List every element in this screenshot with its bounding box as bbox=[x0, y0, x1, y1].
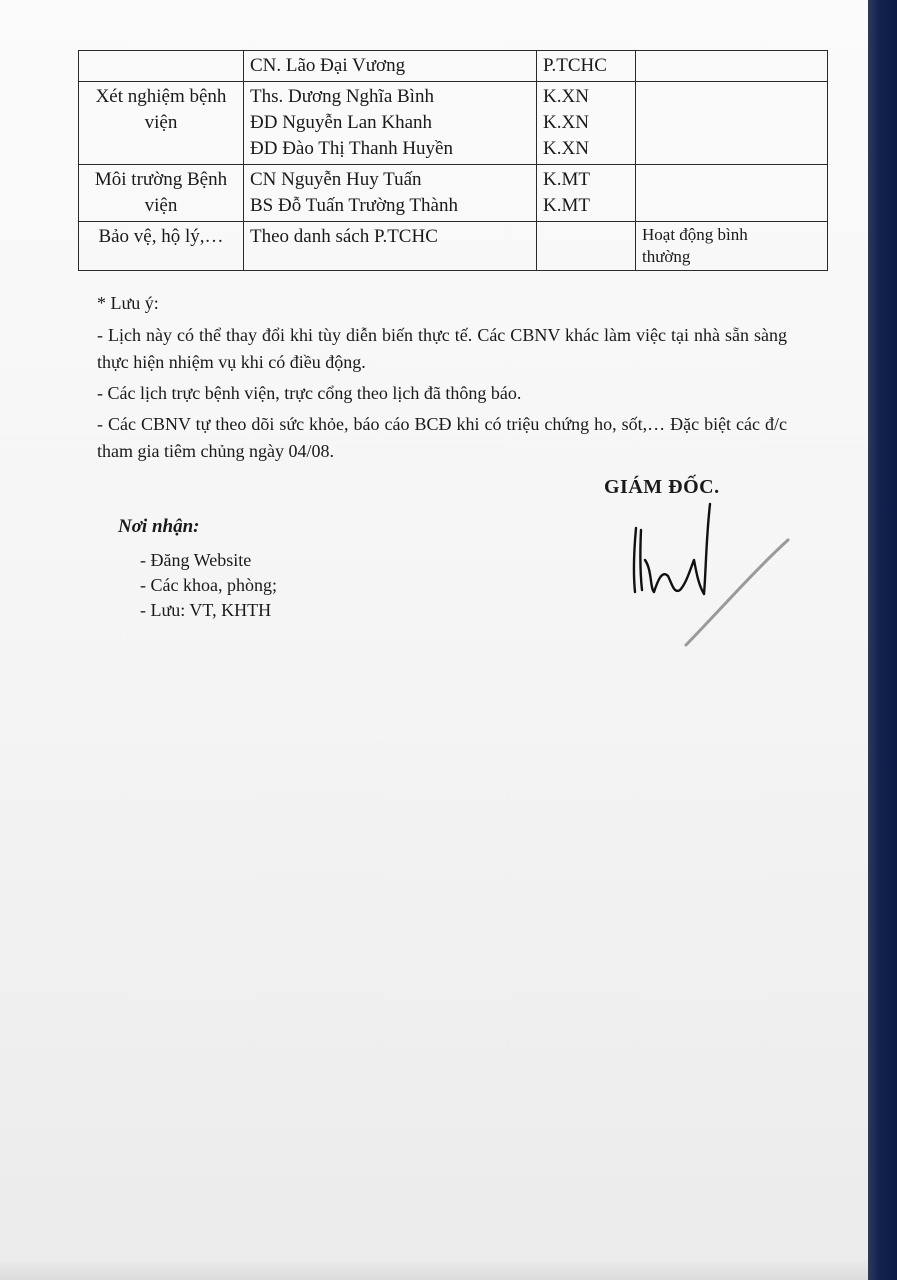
note-item: - Lịch này có thể thay đổi khi tùy diễn biến thực tế. Các CBNV khác làm việc tại nhà sẵn sàng thực hiện nhiệm vụ khi có điều động. bbox=[97, 325, 787, 372]
staff-cell bbox=[244, 165, 537, 222]
unit-cell bbox=[79, 165, 244, 222]
staff-cell-line: BS Đỗ Tuấn Trường Thành bbox=[250, 195, 458, 216]
staff-cell bbox=[244, 222, 537, 271]
recipient-item: - Đăng Website bbox=[140, 550, 252, 570]
note-cell-line: Hoạt động bình bbox=[642, 225, 748, 244]
recipient-item: - Lưu: VT, KHTH bbox=[140, 600, 272, 620]
unit-cell-line: Bảo vệ, hộ lý,… bbox=[98, 226, 224, 247]
staff-cell bbox=[244, 51, 537, 82]
scan-bottom-edge bbox=[0, 1262, 868, 1280]
note-item: - Các lịch trực bệnh viện, trực cổng theo lịch đã thông báo. bbox=[97, 383, 522, 403]
unit-cell-line: viện bbox=[144, 112, 178, 133]
note-cell-line: thường bbox=[642, 247, 691, 266]
table-row bbox=[79, 165, 828, 222]
department-cell bbox=[537, 165, 636, 222]
unit-cell bbox=[79, 82, 244, 165]
unit-cell-line: Xét nghiệm bệnh bbox=[95, 86, 227, 107]
department-cell bbox=[537, 82, 636, 165]
staff-cell-line: ĐD Đào Thị Thanh Huyền bbox=[250, 138, 453, 159]
table-row bbox=[79, 222, 828, 271]
department-cell bbox=[537, 222, 636, 271]
department-cell bbox=[537, 51, 636, 82]
staff-cell-line: CN. Lão Đại Vương bbox=[250, 55, 406, 76]
note-cell bbox=[636, 165, 828, 222]
signature-image bbox=[620, 500, 790, 650]
table-row bbox=[79, 82, 828, 165]
department-cell-line: K.MT bbox=[543, 169, 590, 190]
unit-cell-line: Môi trường Bệnh bbox=[94, 169, 228, 190]
department-cell-line: K.XN bbox=[543, 86, 589, 107]
notes-section bbox=[97, 290, 787, 469]
department-cell-line: K.XN bbox=[543, 112, 589, 133]
staff-cell-line: ĐD Nguyễn Lan Khanh bbox=[250, 112, 433, 133]
unit-cell bbox=[79, 222, 244, 271]
unit-cell bbox=[79, 51, 244, 82]
note-item: - Các CBNV tự theo dõi sức khỏe, báo cáo BCĐ khi có triệu chứng ho, sốt,… Đặc biệt các đ/c tham gia tiêm chủng ngày 04/08. bbox=[97, 414, 787, 461]
note-cell bbox=[636, 222, 828, 271]
note-cell bbox=[636, 51, 828, 82]
table-row bbox=[79, 51, 828, 82]
signer-title: GIÁM ĐỐC. bbox=[604, 476, 720, 498]
scan-background-edge bbox=[868, 0, 897, 1280]
staff-cell-line: Theo danh sách P.TCHC bbox=[250, 226, 438, 247]
notes-label: * Lưu ý: bbox=[97, 293, 159, 313]
department-cell-line: K.MT bbox=[543, 195, 590, 216]
recipient-item: - Các khoa, phòng; bbox=[140, 575, 277, 595]
staff-cell bbox=[244, 82, 537, 165]
unit-cell-line: viện bbox=[144, 195, 178, 216]
staff-cell-line: CN Nguyễn Huy Tuấn bbox=[250, 169, 422, 190]
recipients-list bbox=[140, 548, 277, 623]
staff-cell-line: Ths. Dương Nghĩa Bình bbox=[250, 86, 434, 107]
recipients-title: Nơi nhận: bbox=[118, 516, 200, 537]
duty-schedule-table bbox=[78, 50, 828, 271]
department-cell-line: P.TCHC bbox=[543, 55, 607, 76]
department-cell-line: K.XN bbox=[543, 138, 589, 159]
note-cell bbox=[636, 82, 828, 165]
